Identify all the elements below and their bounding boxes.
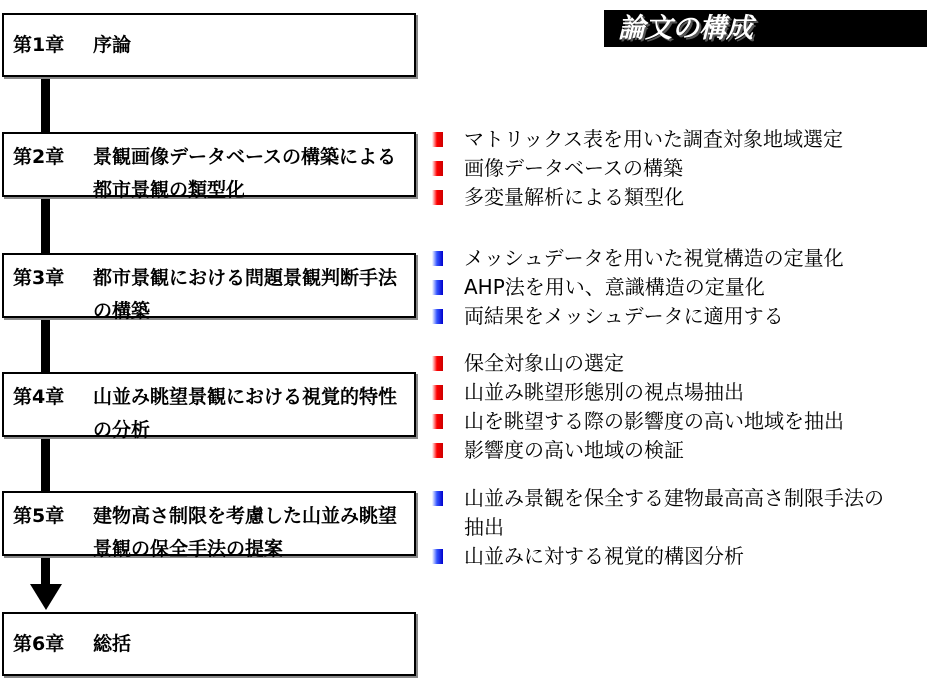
chapter-box-2: [2, 132, 416, 201]
bullet-list-chapter-5: [432, 484, 894, 571]
bullet-square-icon: [432, 414, 443, 429]
chapter-title: 序論: [93, 34, 132, 56]
chapter-number: 第6章: [13, 633, 65, 655]
list-item: 画像データベースの構築: [432, 154, 843, 183]
bullet-list-chapter-4: [432, 349, 844, 465]
bullet-square-icon: [432, 132, 443, 147]
chapter-title: 都市景観における問題景観判断手法の構築: [93, 267, 398, 322]
list-item: 両結果をメッシュデータに適用する: [432, 302, 844, 331]
list-item: 山を眺望する際の影響度の高い地域を抽出: [432, 407, 844, 436]
bullet-square-icon: [432, 356, 443, 371]
bullet-square-icon: [432, 190, 443, 205]
bullet-square-icon: [432, 309, 443, 324]
bullet-square-icon: [432, 385, 443, 400]
chapter-number: 第2章: [13, 146, 65, 168]
chapter-number: 第3章: [13, 267, 65, 289]
bullet-list-chapter-3: [432, 244, 844, 331]
chapter-number: 第4章: [13, 386, 65, 408]
list-item: 多変量解析による類型化: [432, 183, 843, 212]
list-item: 保全対象山の選定: [432, 349, 844, 378]
list-item: 山並み景観を保全する建物最高高さ制限手法の抽出: [432, 484, 894, 542]
chapter-number: 第1章: [13, 34, 65, 56]
list-item: 影響度の高い地域の検証: [432, 436, 844, 465]
chapter-title: 景観画像データベースの構築による都市景観の類型化: [93, 146, 397, 201]
chapter-title: 山並み眺望景観における視覚的特性の分析: [93, 386, 398, 441]
chapter-title: 建物高さ制限を考慮した山並み眺望景観の保全手法の提案: [93, 505, 398, 560]
chapter-box-1: [2, 13, 416, 77]
chapter-number: 第5章: [13, 505, 65, 527]
flow-arrowhead: [30, 584, 62, 610]
bullet-square-icon: [432, 280, 443, 295]
chapter-box-3: [2, 253, 416, 322]
list-item: 山並みに対する視覚的構図分析: [432, 542, 894, 571]
list-item: マトリックス表を用いた調査対象地域選定: [432, 125, 843, 154]
bullet-square-icon: [432, 549, 443, 564]
list-item: メッシュデータを用いた視覚構造の定量化: [432, 244, 844, 273]
bullet-list-chapter-2: [432, 125, 843, 212]
chapter-box-4: [2, 372, 416, 441]
chapter-title: 総括: [93, 633, 132, 655]
chapter-box-6: [2, 612, 416, 676]
list-item: AHP法を用い、意識構造の定量化: [432, 273, 844, 302]
bullet-square-icon: [432, 443, 443, 458]
chapter-box-5: [2, 491, 416, 560]
diagram-title: 論文の構成: [604, 10, 927, 47]
bullet-square-icon: [432, 491, 443, 506]
list-item: 山並み眺望形態別の視点場抽出: [432, 378, 844, 407]
bullet-square-icon: [432, 161, 443, 176]
bullet-square-icon: [432, 251, 443, 266]
